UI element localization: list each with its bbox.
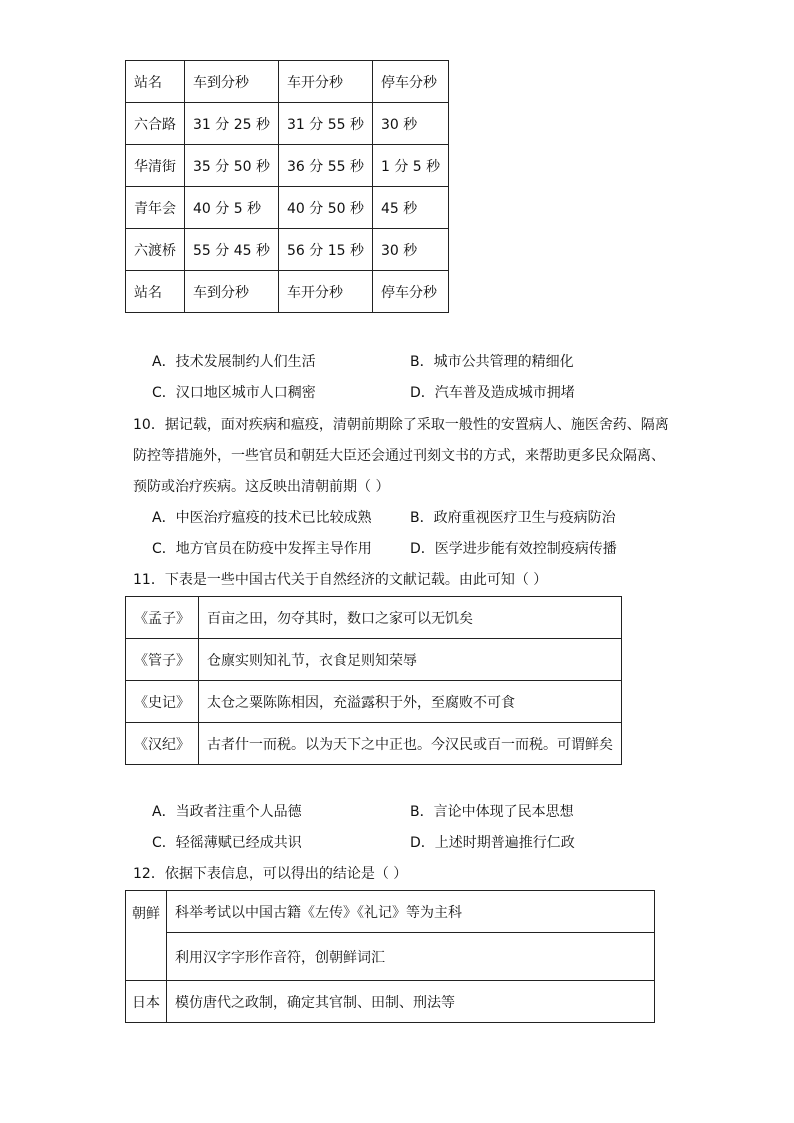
east-asia-table	[125, 890, 655, 1023]
q11-option-c: C．轻徭薄赋已经成共识	[152, 835, 302, 851]
station-table	[125, 60, 449, 313]
table-cell: 30 秒	[372, 103, 448, 145]
table-cell: 40 分 50 秒	[278, 187, 372, 229]
table-cell: 《孟子》	[126, 597, 199, 639]
table-cell: 日本	[126, 981, 167, 1023]
table-cell: 36 分 55 秒	[278, 145, 372, 187]
table-cell: 利用汉字字形作音符，创朝鲜词汇	[167, 933, 655, 981]
table-cell: 车到分秒	[185, 61, 279, 103]
q11-option-b: B．言论中体现了民本思想	[410, 804, 574, 820]
q10-option-d: D．医学进步能有效控制疫病传播	[410, 541, 617, 557]
table-cell: 车开分秒	[278, 61, 372, 103]
table-cell: 31 分 25 秒	[185, 103, 279, 145]
table-cell: 35 分 50 秒	[185, 145, 279, 187]
table-cell: 模仿唐代之政制，确定其官制、田制、刑法等	[167, 981, 655, 1023]
table-cell: 车到分秒	[185, 271, 279, 313]
table-cell: 百亩之田，勿夺其时，数口之家可以无饥矣	[199, 597, 622, 639]
q12-stem: 12．依据下表信息，可以得出的结论是（ ）	[133, 866, 408, 882]
table-cell: 站名	[126, 271, 185, 313]
table-cell: 《史记》	[126, 681, 199, 723]
table-cell: 站名	[126, 61, 185, 103]
table-cell: 停车分秒	[372, 61, 448, 103]
table-cell: 科举考试以中国古籍《左传》《礼记》等为主科	[167, 891, 655, 933]
table-cell: 太仓之粟陈陈相因，充溢露积于外，至腐败不可食	[199, 681, 622, 723]
table-cell: 六合路	[126, 103, 185, 145]
table-cell: 仓廪实则知礼节，衣食足则知荣辱	[199, 639, 622, 681]
table-cell: 古者什一而税。以为天下之中正也。今汉民或百一而税。可谓鲜矣	[199, 723, 622, 765]
q10-stem-line: 10．据记载，面对疾病和瘟疫，清朝前期除了采取一般性的安置病人、施医舍药、隔离	[133, 417, 669, 433]
q9-option-a: A．技术发展制约人们生活	[152, 354, 316, 370]
table-cell: 45 秒	[372, 187, 448, 229]
q11-stem: 11．下表是一些中国古代关于自然经济的文献记载。由此可知（ ）	[133, 572, 548, 588]
table-cell: 30 秒	[372, 229, 448, 271]
q10-option-c: C．地方官员在防疫中发挥主导作用	[152, 541, 372, 557]
q9-option-c: C．汉口地区城市人口稠密	[152, 385, 316, 401]
classics-table	[125, 596, 622, 765]
table-cell: 31 分 55 秒	[278, 103, 372, 145]
table-cell: 朝鲜	[126, 891, 167, 981]
table-cell: 55 分 45 秒	[185, 229, 279, 271]
table-cell: 《汉纪》	[126, 723, 199, 765]
q10-option-b: B．政府重视医疗卫生与疫病防治	[410, 510, 616, 526]
table-cell: 停车分秒	[372, 271, 448, 313]
q10-option-a: A．中医治疗瘟疫的技术已比较成熟	[152, 510, 372, 526]
table-cell: 青年会	[126, 187, 185, 229]
q10-stem-line: 防控等措施外，一些官员和朝廷大臣还会通过刊刻文书的方式，来帮助更多民众隔离、	[133, 448, 665, 464]
q11-option-a: A．当政者注重个人品德	[152, 804, 302, 820]
table-cell: 40 分 5 秒	[185, 187, 279, 229]
q9-option-b: B．城市公共管理的精细化	[410, 354, 574, 370]
table-cell: 56 分 15 秒	[278, 229, 372, 271]
q9-option-d: D．汽车普及造成城市拥堵	[410, 385, 575, 401]
table-cell: 1 分 5 秒	[372, 145, 448, 187]
table-cell: 《管子》	[126, 639, 199, 681]
table-cell: 车开分秒	[278, 271, 372, 313]
q10-stem-line: 预防或治疗疾病。这反映出清朝前期（ ）	[133, 479, 390, 495]
table-cell: 华清街	[126, 145, 185, 187]
table-cell: 六渡桥	[126, 229, 185, 271]
q11-option-d: D．上述时期普遍推行仁政	[410, 835, 575, 851]
